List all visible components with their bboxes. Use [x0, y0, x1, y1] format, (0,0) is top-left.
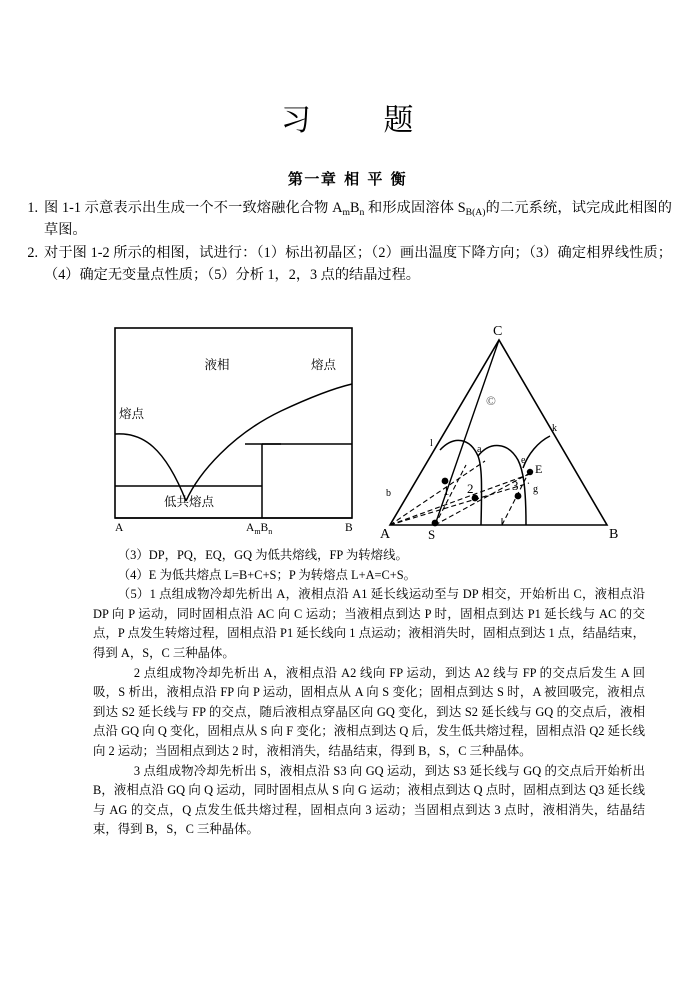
- problem-number: 1.: [27, 200, 38, 216]
- problem-text: [44, 198, 672, 241]
- ternary-diagram-svg: [378, 318, 628, 543]
- binary-diagram-svg: [113, 326, 368, 536]
- vertex-label-a: A: [380, 527, 391, 542]
- problem-text-seg: 和形成固溶体 S: [364, 200, 466, 216]
- label-E: E: [535, 462, 543, 476]
- figure-1-1-binary-phase-diagram: [113, 326, 368, 541]
- subscript-ba: B(A): [465, 206, 486, 218]
- list-item: [16, 243, 672, 286]
- label-S: S: [428, 527, 436, 542]
- explanation-line-3: （3）DP，PQ，EQ，GQ 为低共熔线，FP 为转熔线。: [117, 548, 408, 562]
- point-label-1: 1: [443, 483, 450, 498]
- point-marker-s: [432, 520, 439, 527]
- axis-label-compound: [246, 522, 272, 536]
- label-k: k: [552, 423, 557, 434]
- compound-b-letter: B: [260, 522, 269, 534]
- label-l: l: [430, 438, 433, 449]
- point-label-2: 2: [467, 481, 474, 496]
- label-eutectic-point: 低共熔点: [163, 495, 215, 509]
- problem-text-seg: 图 1-1 示意表示出生成一个不一致熔融化合物 A: [44, 200, 343, 216]
- list-item: [16, 198, 672, 241]
- label-a-small: a: [477, 444, 482, 455]
- problem-text-seg: 的二元系统，试完成此相图的草图。: [44, 200, 672, 238]
- vertex-label-c: C: [493, 324, 503, 339]
- compound-a-letter: A: [246, 522, 255, 534]
- problem-list: [16, 198, 672, 288]
- vertex-label-b: B: [609, 527, 619, 542]
- problem-number: 2.: [27, 245, 38, 262]
- label-e-small: e: [521, 455, 526, 466]
- problem-text-seg: B: [349, 200, 360, 216]
- explanation-paragraph-5-1: （5）1 点组成物冷却先析出 A，液相点沿 A1 延长线运动至与 DP 相交，开始析出 C，液相点沿 DP 向 P 运动，同时固相点沿 AC 向 C 运动；当液相点到达 P 时，固相点到达 P1 延长线与 AC 的交点，P 点发生转熔过程，固相点沿 P1 延长线向 1 点运动；液相消失时，固相点到达 1 点，结晶结束，得到 A，S，C 三种晶体。: [93, 587, 645, 660]
- chapter-heading: 第一章 相 平 衡: [287, 170, 408, 188]
- liquidus-right-curve: [186, 384, 352, 501]
- label-liquid-phase: 液相: [204, 358, 230, 372]
- binary-plot-frame: [115, 328, 352, 518]
- copyright-icon: ©: [486, 393, 496, 408]
- label-b-small: b: [386, 488, 391, 499]
- label-g: g: [533, 484, 538, 495]
- page-title-right: 题: [383, 103, 415, 138]
- label-melting-point-right: 熔点: [311, 358, 337, 372]
- problem-text: 对于图 1-2 所示的相图，试进行：（1）标出初晶区；（2）画出温度下降方向；（3）确定相界线性质；（4）确定无变量点性质；（5）分析 1，2，3 点的结晶过程。: [44, 245, 672, 283]
- subscript-m: m: [342, 206, 350, 218]
- ternary-triangle: [390, 340, 607, 525]
- page-title-left: 习: [280, 103, 312, 138]
- compound-b-subscript: n: [268, 527, 273, 536]
- explanation-line-4: （4）E 为低共熔点 L=B+C+S；P 为转熔点 L+A=C+S。: [117, 567, 417, 582]
- axis-label-a: A: [115, 522, 124, 534]
- dashed-line-a-2: [390, 474, 530, 525]
- explanation-paragraph-5-3: 3 点组成物冷却先析出 S，液相点沿 S3 向 GQ 运动，到达 S3 延长线与 GQ 的交点后开始析出 B，液相点沿 GQ 向 Q 运动，同时固相点从 S 向 G 运动；液相点到达 Q 点时，固相点到达 Q3 延长线与 AG 的交点，Q 点发生低共熔过程，固相点向 3 运动；当固相点到达 3 点时，液相消失，结晶结束，得到 B，S，C 三种晶体。: [93, 763, 645, 837]
- explanation-block: [93, 546, 645, 840]
- point-marker-3: [515, 493, 522, 500]
- axis-label-b: B: [345, 522, 353, 534]
- page-title: [0, 95, 695, 139]
- figure-1-2-ternary-phase-diagram: [378, 318, 628, 548]
- compound-a-subscript: m: [254, 527, 261, 536]
- point-label-3: 3: [512, 478, 519, 493]
- figures-row: [0, 318, 695, 542]
- label-melting-point-left: 熔点: [119, 407, 145, 421]
- point-marker-e: [527, 469, 533, 475]
- explanation-paragraph-5-2: 2 点组成物冷却先析出 A，液相点沿 A2 线向 FP 运动，到达 A2 线与 FP 的交点后发生 A 回吸，S 析出，液相点沿 FP 向 P 运动，固相点从 A 向 S 变化；固相点到达 S 时，A 被回吸完，液相点到达 S2 延长线与 FP 的交点，随后液相点穿晶区向 GQ 变化，到达 S2 延长线与 GQ 的交点后，液相点沿 GQ 向 Q 变化，固相点从 S 向 F 变化；液相点到达 Q 后，发生低共熔过程，固相点沿 Q2 延长线向 2 运动；当固相点到达 2 时，液相消失，结晶结束，得到 B，S，C 三种晶体。: [93, 665, 645, 758]
- subscript-n: n: [359, 206, 365, 218]
- boundary-curve-middle: [478, 446, 526, 525]
- liquidus-left-curve: [115, 434, 186, 501]
